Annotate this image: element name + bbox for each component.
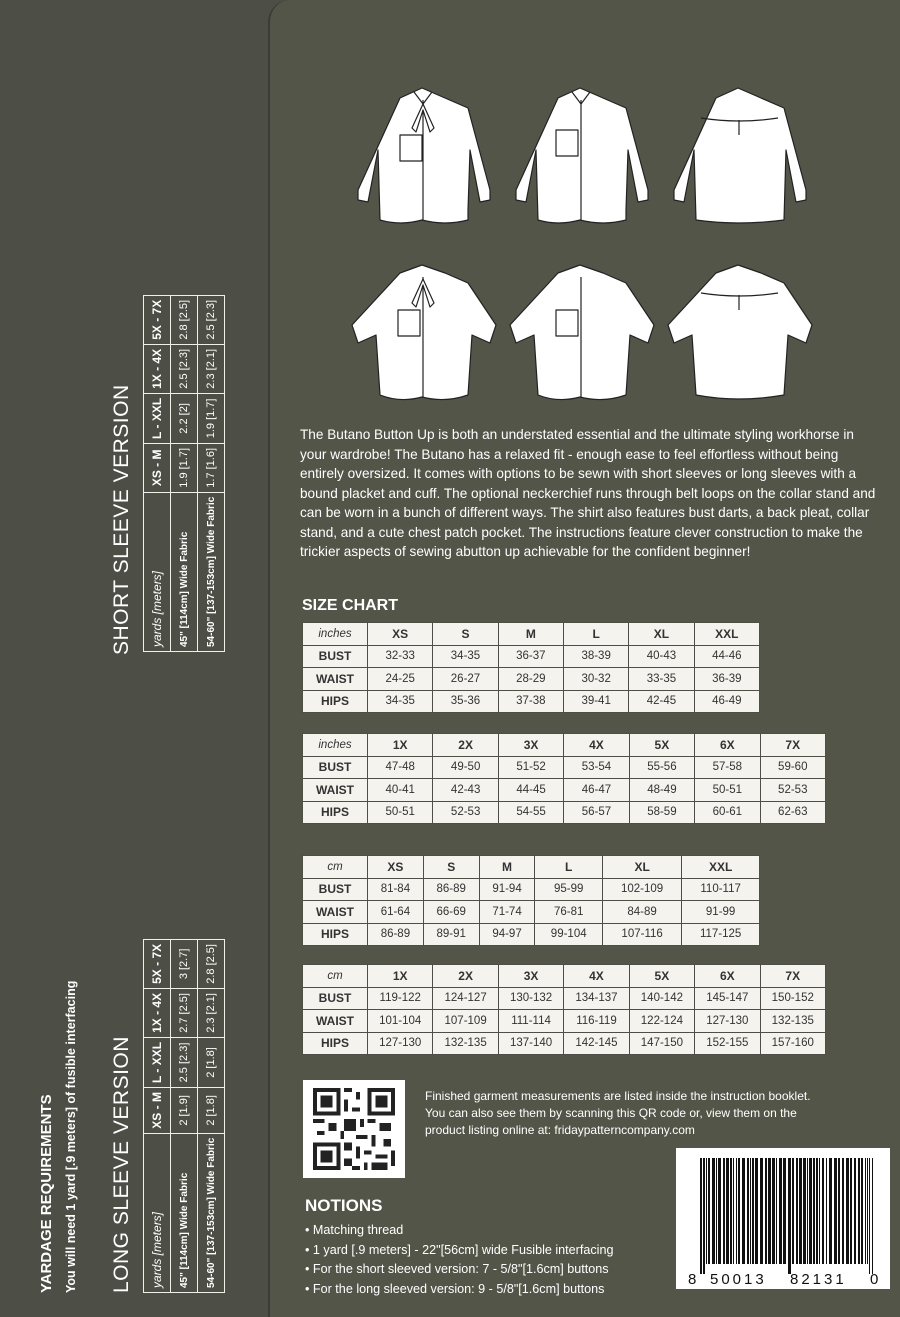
yardage-value: 3 [2.7] bbox=[171, 939, 198, 988]
size-header: 6X bbox=[695, 965, 760, 988]
row-label: HIPS bbox=[303, 1032, 368, 1055]
size-header: XXL bbox=[694, 623, 759, 646]
yardage-value: 2.5 [2.3] bbox=[171, 344, 198, 393]
measurement: 46-47 bbox=[564, 779, 629, 802]
yardage-heading bbox=[38, 993, 55, 1293]
row-label: WAIST bbox=[303, 779, 368, 802]
size-table-inches-standard bbox=[302, 622, 760, 713]
measurement: 152-155 bbox=[695, 1032, 760, 1055]
barcode-bar bbox=[850, 1158, 852, 1264]
measurement: 102-109 bbox=[602, 878, 681, 901]
measurement: 60-61 bbox=[695, 801, 760, 824]
measurement: 40-41 bbox=[368, 779, 433, 802]
size-header: XS bbox=[368, 856, 424, 879]
barcode-bar bbox=[867, 1158, 868, 1264]
barcode-bar bbox=[816, 1158, 818, 1264]
measurement: 28-29 bbox=[498, 668, 563, 691]
barcode-bar bbox=[700, 1158, 702, 1274]
barcode-bar bbox=[730, 1158, 732, 1264]
measurement: 50-51 bbox=[695, 779, 760, 802]
short-sleeve-table bbox=[143, 295, 225, 652]
barcode-bar bbox=[736, 1158, 737, 1264]
measurement: 95-99 bbox=[535, 878, 603, 901]
barcode-bar bbox=[803, 1158, 806, 1264]
barcode-bar bbox=[872, 1158, 873, 1274]
barcode-bar bbox=[726, 1158, 729, 1264]
barcode-bar bbox=[822, 1158, 824, 1264]
barcode-bar bbox=[861, 1158, 863, 1264]
barcode-bar bbox=[765, 1158, 767, 1264]
size-header: L - XXL bbox=[144, 1037, 171, 1087]
measurement: 101-104 bbox=[368, 1010, 433, 1033]
barcode-bar bbox=[768, 1158, 771, 1264]
yardage-value: 1.7 [1.6] bbox=[198, 443, 225, 492]
notions-item: • For the long sleeved version: 9 - 5/8"[1.6cm] buttons bbox=[305, 1280, 613, 1300]
barcode-bar bbox=[742, 1158, 745, 1264]
garment-illustrations bbox=[350, 80, 830, 410]
short-sleeve-back-illustration bbox=[668, 265, 812, 399]
size-chart-title: SIZE CHART bbox=[302, 597, 398, 614]
measurement: 35-36 bbox=[433, 690, 498, 713]
yardage-subtitle-wrap bbox=[64, 873, 78, 1293]
barcode-digit: 0 bbox=[870, 1271, 879, 1288]
measurement: 44-46 bbox=[694, 645, 759, 668]
measurement: 46-49 bbox=[694, 690, 759, 713]
size-header: 5X - 7X bbox=[144, 295, 171, 344]
long-sleeve-front-illustration bbox=[516, 88, 648, 223]
unit-label: yards [meters] bbox=[144, 492, 171, 651]
barcode-bar bbox=[779, 1158, 782, 1264]
size-header: 5X bbox=[629, 734, 694, 757]
barcode-bar bbox=[733, 1158, 734, 1264]
measurement: 145-147 bbox=[695, 987, 760, 1010]
size-header: L bbox=[563, 623, 628, 646]
size-table-cm-plus bbox=[302, 964, 826, 1055]
measurement: 57-58 bbox=[695, 756, 760, 779]
measurement: 34-35 bbox=[368, 690, 433, 713]
size-header: S bbox=[433, 623, 498, 646]
yardage-value: 1.9 [1.7] bbox=[198, 393, 225, 443]
size-header: XS - M bbox=[144, 1088, 171, 1134]
measurement: 53-54 bbox=[564, 756, 629, 779]
fabric-label: 54-60" [137-153cm] Wide Fabric bbox=[198, 492, 225, 651]
size-header: S bbox=[423, 856, 479, 879]
row-label: HIPS bbox=[303, 801, 368, 824]
barcode-bar bbox=[772, 1158, 775, 1264]
yardage-value: 2.3 [2.1] bbox=[198, 344, 225, 393]
size-header: 4X bbox=[564, 734, 629, 757]
measurement: 47-48 bbox=[368, 756, 433, 779]
measurement: 71-74 bbox=[479, 901, 535, 924]
short-sleeve-front-tie-illustration bbox=[352, 265, 496, 400]
measurement: 119-122 bbox=[368, 987, 433, 1010]
size-header: 1X bbox=[368, 965, 433, 988]
unit-cell: inches bbox=[303, 623, 368, 646]
measurement: 61-64 bbox=[368, 901, 424, 924]
size-header: L bbox=[535, 856, 603, 879]
yardage-value: 2.5 [2.3] bbox=[171, 1037, 198, 1087]
barcode-bar bbox=[760, 1158, 763, 1264]
size-header: 3X bbox=[498, 734, 563, 757]
barcode-bar bbox=[792, 1158, 794, 1264]
barcode-bar bbox=[869, 1158, 870, 1274]
qr-note bbox=[425, 1088, 875, 1139]
measurement: 44-45 bbox=[498, 779, 563, 802]
size-header: 1X - 4X bbox=[144, 344, 171, 393]
measurement: 33-35 bbox=[629, 668, 694, 691]
measurement: 137-140 bbox=[498, 1032, 563, 1055]
barcode-bar bbox=[752, 1158, 754, 1264]
measurement: 38-39 bbox=[563, 645, 628, 668]
pattern-description: The Butano Button Up is both an understated essential and the ultimate styling workhorse in your wardrobe! The Butano has a relaxed fit - enough ease to feel effortless without being entirely oversized. It comes with options to be sewn with short sleeves or long sleeves with a bound placket and cuff. The optional neckerchief runs through belt loops on the collar stand and can be worn in a bunch of different ways. The shirt also features bust darts, a back pleat, collar stand, and a cute chest patch pocket. The instructions feature clever construction to make the trickier aspects of sewing abutton up achievable for the confident beginner! bbox=[300, 427, 876, 559]
size-table-inches-plus bbox=[302, 733, 826, 824]
yardage-title: YARDAGE REQUIREMENTS bbox=[38, 1094, 55, 1293]
size-header: 6X bbox=[695, 734, 760, 757]
qr-note-line: You can also see them by scanning this QR code or, view them on the bbox=[425, 1106, 797, 1120]
size-table-cm-standard bbox=[302, 855, 760, 946]
barcode-bar bbox=[826, 1158, 827, 1264]
measurement: 142-145 bbox=[564, 1032, 629, 1055]
size-header: 5X - 7X bbox=[144, 939, 171, 988]
yardage-value: 2.5 [2.3] bbox=[198, 295, 225, 344]
measurement: 91-99 bbox=[682, 901, 760, 924]
yardage-value: 2 [1.8] bbox=[198, 1088, 225, 1134]
barcode-bar bbox=[813, 1158, 815, 1264]
notions-item: • For the short sleeved version: 7 - 5/8"[1.6cm] buttons bbox=[305, 1260, 613, 1280]
measurement: 62-63 bbox=[760, 801, 825, 824]
barcode-bar bbox=[712, 1158, 715, 1264]
unit-cell: cm bbox=[303, 856, 368, 879]
barcode-bar bbox=[755, 1158, 758, 1264]
measurement: 39-41 bbox=[563, 690, 628, 713]
measurement: 107-109 bbox=[433, 1010, 498, 1033]
row-label: HIPS bbox=[303, 690, 368, 713]
short-sleeve-title-wrap bbox=[110, 384, 134, 655]
measurement: 99-104 bbox=[535, 923, 603, 946]
measurement: 55-56 bbox=[629, 756, 694, 779]
measurement: 24-25 bbox=[368, 668, 433, 691]
notions-item: • Matching thread bbox=[305, 1221, 613, 1241]
measurement: 127-130 bbox=[368, 1032, 433, 1055]
size-header: 7X bbox=[760, 965, 825, 988]
row-label: BUST bbox=[303, 756, 368, 779]
notions-item: • 1 yard [.9 meters] - 22"[56cm] wide Fusible interfacing bbox=[305, 1241, 613, 1261]
barcode-icon bbox=[676, 1148, 890, 1289]
barcode-bar bbox=[846, 1158, 849, 1264]
barcode-bar bbox=[706, 1158, 707, 1264]
fabric-label: 45" [114cm] Wide Fabric bbox=[171, 1133, 198, 1292]
size-header: 5X bbox=[629, 965, 694, 988]
barcode-bar bbox=[865, 1158, 866, 1264]
measurement: 56-57 bbox=[564, 801, 629, 824]
notions-list bbox=[305, 1221, 613, 1299]
barcode-digit: 8 bbox=[688, 1271, 697, 1288]
measurement: 52-53 bbox=[433, 801, 498, 824]
barcode-bar bbox=[834, 1158, 837, 1264]
notions-title: NOTIONS bbox=[305, 1196, 383, 1215]
measurement: 51-52 bbox=[498, 756, 563, 779]
barcode-bar bbox=[854, 1158, 856, 1264]
measurement: 122-124 bbox=[629, 1010, 694, 1033]
measurement: 111-114 bbox=[498, 1010, 563, 1033]
yardage-value: 2 [1.9] bbox=[171, 1088, 198, 1134]
measurement: 127-130 bbox=[695, 1010, 760, 1033]
size-header: XS bbox=[368, 623, 433, 646]
measurement: 40-43 bbox=[629, 645, 694, 668]
size-header: M bbox=[479, 856, 535, 879]
long-sleeve-title-wrap bbox=[110, 1036, 134, 1293]
measurement: 37-38 bbox=[498, 690, 563, 713]
measurement: 30-32 bbox=[563, 668, 628, 691]
measurement: 94-97 bbox=[479, 923, 535, 946]
unit-label: yards [meters] bbox=[144, 1133, 171, 1292]
size-header: 2X bbox=[433, 734, 498, 757]
fabric-label: 54-60" [137-153cm] Wide Fabric bbox=[198, 1133, 225, 1292]
size-header: 7X bbox=[760, 734, 825, 757]
row-label: BUST bbox=[303, 987, 368, 1010]
barcode-bar bbox=[718, 1158, 721, 1264]
unit-cell: cm bbox=[303, 965, 368, 988]
barcode-bar bbox=[747, 1158, 749, 1264]
barcode-bar bbox=[842, 1158, 844, 1264]
measurement: 52-53 bbox=[760, 779, 825, 802]
barcode-bar bbox=[738, 1158, 740, 1264]
measurement: 36-37 bbox=[498, 645, 563, 668]
barcode-bar bbox=[829, 1158, 832, 1264]
measurement: 110-117 bbox=[682, 878, 760, 901]
row-label: WAIST bbox=[303, 668, 368, 691]
measurement: 59-60 bbox=[760, 756, 825, 779]
measurement: 26-27 bbox=[433, 668, 498, 691]
measurement: 49-50 bbox=[433, 756, 498, 779]
yardage-panel bbox=[0, 0, 270, 1317]
measurement: 86-89 bbox=[368, 923, 424, 946]
long-sleeve-front-tie-illustration bbox=[358, 88, 490, 223]
yardage-subtitle: You will need 1 yard [.9 meters] of fusible interfacing bbox=[64, 980, 78, 1293]
long-sleeve-table bbox=[143, 939, 225, 1293]
measurement: 76-81 bbox=[535, 901, 603, 924]
measurement: 117-125 bbox=[682, 923, 760, 946]
qr-code-icon bbox=[303, 1080, 405, 1178]
size-header: XL bbox=[629, 623, 694, 646]
size-header: 3X bbox=[498, 965, 563, 988]
measurement: 58-59 bbox=[629, 801, 694, 824]
barcode-bar bbox=[788, 1158, 791, 1274]
measurement: 34-35 bbox=[433, 645, 498, 668]
row-label: BUST bbox=[303, 645, 368, 668]
measurement: 132-135 bbox=[433, 1032, 498, 1055]
long-sleeve-back-illustration bbox=[674, 88, 806, 223]
row-label: WAIST bbox=[303, 1010, 368, 1033]
measurement: 42-43 bbox=[433, 779, 498, 802]
long-sleeve-title: LONG SLEEVE VERSION bbox=[110, 1036, 133, 1293]
qr-note-line: product listing online at: fridaypatterncompany.com bbox=[425, 1123, 695, 1137]
yardage-value: 2.7 [2.5] bbox=[171, 988, 198, 1037]
measurement: 81-84 bbox=[368, 878, 424, 901]
size-header: XXL bbox=[682, 856, 760, 879]
yardage-value: 2.8 [2.5] bbox=[171, 295, 198, 344]
yardage-value: 2.8 [2.5] bbox=[198, 939, 225, 988]
barcode-bar bbox=[858, 1158, 860, 1264]
measurement: 91-94 bbox=[479, 878, 535, 901]
barcode-bar bbox=[708, 1158, 710, 1264]
measurement: 32-33 bbox=[368, 645, 433, 668]
size-header: 2X bbox=[433, 965, 498, 988]
barcode-bar bbox=[838, 1158, 840, 1264]
qr-note-line: Finished garment measurements are listed inside the instruction booklet. bbox=[425, 1089, 811, 1103]
short-sleeve-title: SHORT SLEEVE VERSION bbox=[110, 384, 133, 655]
barcode-bar bbox=[776, 1158, 777, 1264]
barcode-bar bbox=[783, 1158, 786, 1264]
measurement: 107-116 bbox=[602, 923, 681, 946]
qr-code[interactable] bbox=[303, 1080, 405, 1178]
long-sleeve-table-wrap bbox=[143, 939, 225, 1293]
size-header: XL bbox=[602, 856, 681, 879]
barcode-bar bbox=[809, 1158, 812, 1264]
row-label: BUST bbox=[303, 878, 368, 901]
row-label: WAIST bbox=[303, 901, 368, 924]
barcode-bar bbox=[807, 1158, 808, 1264]
measurement: 140-142 bbox=[629, 987, 694, 1010]
measurement: 157-160 bbox=[760, 1032, 825, 1055]
size-header: XS - M bbox=[144, 443, 171, 492]
size-header: L - XXL bbox=[144, 393, 171, 443]
barcode-bar bbox=[750, 1158, 751, 1264]
yardage-value: 1.9 [1.7] bbox=[171, 443, 198, 492]
row-label: HIPS bbox=[303, 923, 368, 946]
size-header: 1X bbox=[368, 734, 433, 757]
size-header: 1X - 4X bbox=[144, 988, 171, 1037]
measurement: 86-89 bbox=[423, 878, 479, 901]
barcode-bar bbox=[799, 1158, 802, 1264]
measurement: 50-51 bbox=[368, 801, 433, 824]
barcode-bar bbox=[819, 1158, 820, 1264]
measurement: 124-127 bbox=[433, 987, 498, 1010]
measurement: 48-49 bbox=[629, 779, 694, 802]
fabric-label: 45" [114cm] Wide Fabric bbox=[171, 492, 198, 651]
measurement: 54-55 bbox=[498, 801, 563, 824]
size-header: 4X bbox=[564, 965, 629, 988]
yardage-value: 2.2 [2] bbox=[171, 393, 198, 443]
barcode bbox=[676, 1148, 890, 1289]
measurement: 36-39 bbox=[694, 668, 759, 691]
measurement: 150-152 bbox=[760, 987, 825, 1010]
short-sleeve-table-wrap bbox=[143, 295, 225, 652]
yardage-value: 2.3 [2.1] bbox=[198, 988, 225, 1037]
measurement: 134-137 bbox=[564, 987, 629, 1010]
measurement: 132-135 bbox=[760, 1010, 825, 1033]
measurement: 130-132 bbox=[498, 987, 563, 1010]
measurement: 66-69 bbox=[423, 901, 479, 924]
barcode-digit: 82131 bbox=[790, 1271, 847, 1288]
barcode-digit: 50013 bbox=[710, 1271, 767, 1288]
short-sleeve-front-illustration bbox=[510, 265, 654, 400]
barcode-bar bbox=[796, 1158, 798, 1264]
measurement: 147-150 bbox=[629, 1032, 694, 1055]
measurement: 84-89 bbox=[602, 901, 681, 924]
measurement: 116-119 bbox=[564, 1010, 629, 1033]
size-header: M bbox=[498, 623, 563, 646]
yardage-value: 2 [1.8] bbox=[198, 1037, 225, 1087]
measurement: 42-45 bbox=[629, 690, 694, 713]
barcode-bar bbox=[703, 1158, 705, 1274]
unit-cell: inches bbox=[303, 734, 368, 757]
barcode-bar bbox=[716, 1158, 717, 1264]
barcode-bar bbox=[723, 1158, 725, 1264]
measurement: 89-91 bbox=[423, 923, 479, 946]
